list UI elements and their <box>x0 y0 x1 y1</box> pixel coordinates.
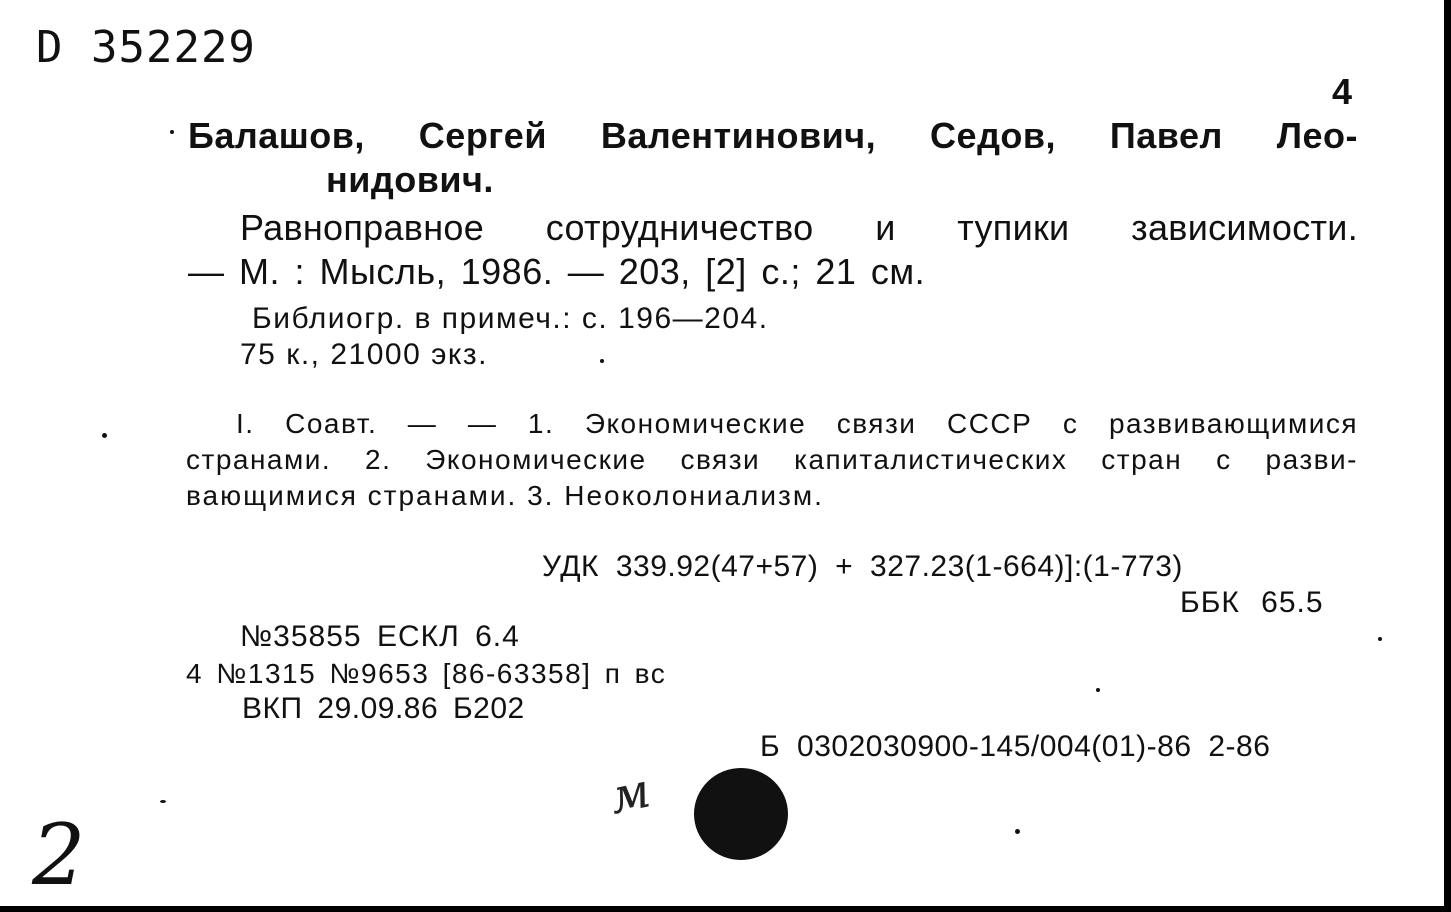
handwritten-mark: м <box>604 762 656 826</box>
speck <box>1378 637 1382 641</box>
author-line-1: Балашов, Сергей Валентинович, Седов, Павел Лео- <box>188 115 1358 156</box>
catalog-code: Б 0302030900-145/004(01)-86 2-86 <box>760 730 1271 763</box>
speck <box>102 433 107 438</box>
price-print-run: 75 к., 21000 экз. <box>240 338 488 371</box>
subjects-line-3: вающимися странами. 3. Неоколониализм. <box>186 480 824 511</box>
corner-number: 4 <box>1332 71 1353 112</box>
subjects-line-1: I. Соавт. — — 1. Экономические связи СССР с развивающимися <box>236 408 1358 439</box>
bibliography-note: Библиогр. в примеч.: с. 196—204. <box>252 302 769 335</box>
bbk-code: ББК 65.5 <box>1180 586 1324 619</box>
title-line-2: — М. : Мысль, 1986. — 203, [2] с.; 21 см. <box>188 251 926 292</box>
eskl-number: №35855 ЕСКЛ 6.4 <box>240 620 520 653</box>
registry-line: 4 №1315 №9653 [86-63358] п вс <box>186 658 667 689</box>
speck <box>1015 829 1020 834</box>
speck <box>160 800 166 803</box>
handwritten-number: 2 <box>32 806 86 904</box>
speck <box>600 359 604 363</box>
speck <box>170 130 174 134</box>
udk-code: УДК 339.92(47+57) + 327.23(1-664)]:(1-773) <box>542 550 1183 583</box>
speck <box>1096 688 1100 692</box>
title-line-1: Равноправное сотрудничество и тупики зависимости. <box>240 207 1358 248</box>
vkp-line: ВКП 29.09.86 Б202 <box>242 692 525 725</box>
punch-hole <box>694 768 788 860</box>
subjects-line-2: странами. 2. Экономические связи капиталистических стран с разви- <box>186 444 1358 475</box>
call-number: D 352229 <box>36 22 256 73</box>
author-line-2: нидович. <box>326 159 494 200</box>
